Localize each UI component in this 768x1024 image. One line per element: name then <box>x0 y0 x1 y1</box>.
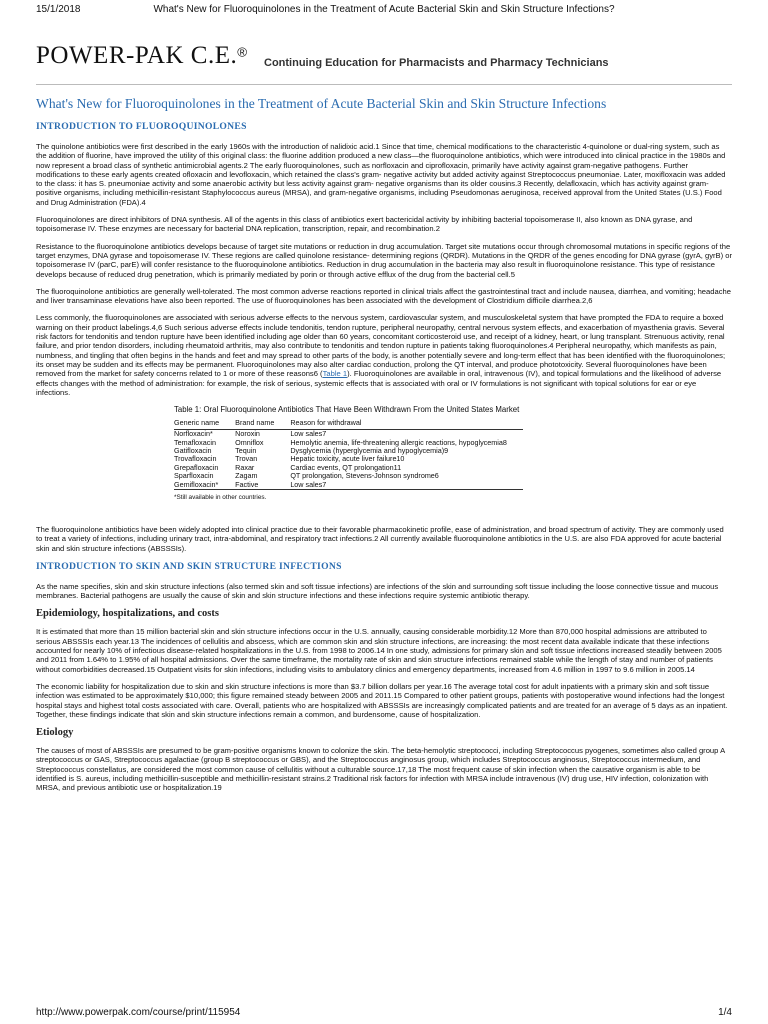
table-cell: Hepatic toxicity, acute liver failure10 <box>290 454 405 464</box>
table-cell: Dysglycemia (hyperglycemia and hypoglycemia)9 <box>290 445 449 455</box>
article <box>36 96 732 801</box>
paragraph <box>36 313 732 397</box>
print-footer <box>36 1007 732 1018</box>
section-heading-fluoroquinolones: INTRODUCTION TO FLUOROQUINOLONES <box>36 121 247 132</box>
print-date: 15/1/2018 <box>36 4 81 15</box>
page-number: 1/4 <box>718 1007 732 1018</box>
table-cell: Gemifloxacin* <box>174 479 219 489</box>
table-cell: Grepafloxacin <box>174 462 219 472</box>
column-header: Brand name <box>235 417 290 430</box>
table-cell: QT prolongation, Stevens-Johnson syndrome6 <box>290 471 439 481</box>
table-caption: Table 1: Oral Fluoroquinolone Antibiotics That Have Been Withdrawn From the United States Market <box>174 405 520 415</box>
paragraph: The fluoroquinolone antibiotics have been widely adopted into clinical practice due to their favorable pharmacokinetic profile, ease of administration, and broad spectrum of activity. They are commonly used to treat a variety of infections, including urinary tract, intra-abdominal, and respiratory tract infections.2 All currently available fluoroquinolone antibiotics in the U.S. are also FDA approved for acute bacterial skin and skin structure infections (ABSSSIs). <box>36 524 724 553</box>
table-cell: Factive <box>235 479 259 489</box>
table-cell: Low sales7 <box>290 429 327 439</box>
brand-tagline: Continuing Education for Pharmacists and Pharmacy Technicians <box>264 57 609 69</box>
table-cell: Tequin <box>235 445 257 455</box>
print-page-title: What's New for Fluoroquinolones in the Treatment of Acute Bacterial Skin and Skin Structure Infections? <box>153 4 615 15</box>
table-cell: Noroxin <box>235 429 260 439</box>
table-cell: Trovan <box>235 454 258 464</box>
table-1-link[interactable]: Table 1 <box>322 369 348 379</box>
table-cell: Trovafloxacin <box>174 454 217 464</box>
table-cell: Gatifloxacin <box>174 445 212 455</box>
article-title: What's New for Fluoroquinolones in the Treatment of Acute Bacterial Skin and Skin Structure Infections <box>36 96 607 111</box>
paragraph: The economic liability for hospitalization due to skin and skin structure infections is more than $3.7 billion dollars per year.16 The average total cost for adult inpatients with a primary skin and soft tissue infection was estimated to be approximately $10,000; this figure remained steady between 2005 and 2011.15 Compared to other patient groups, patients with postoperative wound infections had the longest hospital stays and highest total costs associated with care. Overall, patients who are hospitalized with ABSSSIs are increasingly complicated patients and are treated for an average of 5 days as an inpatient. Together, these findings indicate that skin and skin structure infections remain a common, and burdensome, cause of hospitalization. <box>36 681 728 719</box>
paragraph: The causes of most of ABSSSIs are presumed to be gram-positive organisms known to colonize the skin. The beta-hemolytic streptococci, including Streptococcus pyogenes, sometimes also called group A streptococcus or GAS, Streptococcus agalactiae (group B streptococcus or GBS), and the Streptococcus anginosus group, which includes Streptococcus anginosus, Streptococcus intermedium, and Streptococcus constellatus, are considered the most common cause of cellulitis without a culturable source.17,18 The most frequent cause of skin infection when the causative organism is able to be identified is S. aureus, including methicillin-susceptible and methicillin-resistant strains.2 Traditional risk factors for infection with MRSA include intravenous (IV) drug use, HIV infection, colonization with MRSA, and previous antibiotic use or hospitalization.19 <box>36 746 725 793</box>
paragraph: The fluoroquinolone antibiotics are generally well-tolerated. The most common adverse reactions reported in clinical trials affect the gastrointestinal tract and include nausea, diarrhea, and vomiting; headache and liver transaminase elevations have also been reported. The use of fluoroquinolones has been associated with the development of Clostridium difficile diarrhea.2,6 <box>36 286 731 306</box>
paragraph-text: ). Fluoroquinolones are available in oral, intravenous (IV), and topical formulations and the likelihood of adverse effects changes with the method of administration: for example, the risk of serious, systemic effects that is associated with oral or IV formulations is not significant with topical solutions for ear or eye infections. <box>36 369 722 397</box>
column-header: Reason for withdrawal <box>290 417 523 430</box>
footer-url[interactable]: http://www.powerpak.com/course/print/115954 <box>36 1007 241 1018</box>
table-cell: Low sales7 <box>290 479 327 489</box>
table-cell: Cardiac events, QT prolongation11 <box>290 462 402 472</box>
paragraph: The quinolone antibiotics were first described in the early 1960s with the introduction of nalidixic acid.1 Since that time, chemical modifications to the characteristic 4-quinolone or dual-ring system, such as the addition of fluorine, have improved the utility of this original class: the fluorine addition produced a new class—the fluoroquinolone antibiotics, which were introduced into clinical practice in the 1980s and now represent a broad class of synthetic antimicrobial agents.2 The early fluoroquinolones, such as norfloxacin and ciprofloxacin, primarily have activity against gram-negative pathogens. Further modifications to these early agents created ofloxacin and levofloxacin, which retained the class's gram- negative activity but added activity against Streptococcus pneumoniae. Later, moxifloxacin was added to the class: it has S. pneumoniae activity and some anaerobic activity but less activity against gram- negative organisms than its older cousins.3 Recently, delafloxacin, which has activity against gram- positive organisms, including methicillin-resistant Staphylococcus aureus (MRSA), and gram-negative organisms, including Pseudomonas aeruginosa, received approval from the United States (U.S.) Food and Drug Administration (FDA).4 <box>36 142 726 207</box>
table-row <box>174 481 523 490</box>
registered-mark-icon: ® <box>237 44 248 60</box>
table-cell: Raxar <box>235 462 255 472</box>
brand-logo: POWER-PAK C.E. <box>36 42 238 69</box>
table-cell: Omniflox <box>235 437 264 447</box>
column-header: Generic name <box>174 417 235 430</box>
print-header <box>0 4 768 20</box>
table-cell: Norfloxacin* <box>174 429 213 439</box>
subheading-epidemiology: Epidemiology, hospitalizations, and costs <box>36 608 219 620</box>
section-heading-skin-infections: INTRODUCTION TO SKIN AND SKIN STRUCTURE INFECTIONS <box>36 560 342 572</box>
paragraph: Fluoroquinolones are direct inhibitors of DNA synthesis. All of the agents in this class of antibiotics exert bactericidal activity by inhibiting bacterial topoisomerase II, also known as DNA gyrase, and topoisomerase IV. These enzymes are necessary for bacterial DNA replication, transcription, repair, and recombination.2 <box>36 215 693 234</box>
paragraph: It is estimated that more than 15 million bacterial skin and skin structure infections occur in the U.S. annually, causing considerable morbidity.12 More than 870,000 hospital admissions are attributed to serious ABSSSIs each year.13 The incidences of cellulitis and abscess, which are common skin and skin structure infections, are increasing: the most recent data available indicate that these infections accounted for nearly 10% of infectious disease-related hospitalizations in the U.S. from 1998 to 2006.14 In one study, admissions for primary skin and soft tissue infections increased steadily between 2005 and 2011 from 1.64% to 1.95% of all hospital admissions. Over the same timeframe, the mortality rate of skin and skin structure infections remained stable while the length of stay and number of patients without comorbidities decreased.15 Outpatient visits for skin infections, including visits to ambulatory clinics and emergency departments, increased from 4.6 million in 1997 to 9.6 million in 2005.14 <box>36 627 722 674</box>
table-footnote: *Still available in other countries. <box>174 493 267 501</box>
paragraph: As the name specifies, skin and skin structure infections (also termed skin and soft tissue infections) are infections of the skin and surrounding soft tissue including the loose connective tissue and mucous membranes. Bacterial pathogens are usually the cause of skin and skin structure infections and these infections require systemic antibiotic therapy. <box>36 581 719 601</box>
table-cell: Sparfloxacin <box>174 471 214 481</box>
withdrawn-antibiotics-table <box>174 417 523 490</box>
header-divider <box>36 84 732 85</box>
subheading-etiology: Etiology <box>36 727 74 739</box>
table-cell: Zagam <box>235 471 258 481</box>
paragraph-text: Less commonly, the fluoroquinolones are associated with serious adverse effects to the nervous system, cardiovascular system, and musculoskeletal system that have prompted the FDA to require a boxed warning on their product labelings.4,6 Such serious adverse effects include tendonitis, tendon rupture, peripheral neuropathy, central nervous system effects, and exacerbation of myasthenia gravis. Several risk factors for tendonitis and tendon rupture have been identified including age older than 60 years, concomitant corticosteroid use, and receipt of a kidney, heart, or lung transplant. Strenuous activity, renal failure, and prior tendon disorders, including rheumatoid arthritis, may also contribute to tendonitis and tendon rupture in patients taking fluoroquinolones.4 Peripheral neuropathy, which manifests as pain, numbness, and tingling that often begins in the hands and feet and may spread to other parts of the body, is another potentially severe and long-term effect that has been identified with the fluoroquinolones; its onset may be sudden and its effects may be permanent. Fluoroquinolones may also alter cardiac conduction, prolong the QT interval, and produce phototoxicity. Several fluoroquinolones have been removed from the market for safety concerns related to 1 or more of these reasons6 ( <box>36 313 726 379</box>
paragraph: Resistance to the fluoroquinolone antibiotics develops because of target site mutations or reduction in drug accumulation. Target site mutations occur through chromosomal mutations in specific regions of the target enzymes, DNA gyrase and topoisomerase IV. These regions are called quinolone resistance- determining regions (QRDR). Mutations in the QRDR of the genes encoding for DNA gyrase (gyrA, gyrB) or topoisomerase IV (parC, parE) will confer resistance to the fluoroquinolone antibiotics. Reduction in drug accumulation in the bacteria may also result in fluoroquinolone resistance. This type of resistance develops because of reduced drug penetration, which is primarily mediated by porin or through active efflux of the drug from the bacterial cell.5 <box>36 241 733 279</box>
table-cell: Hemolytic anemia, life-threatening allergic reactions, hypoglycemia8 <box>290 437 507 447</box>
brand-bar <box>36 42 609 72</box>
table-cell: Temafloxacin <box>174 437 216 447</box>
table-row <box>174 472 523 480</box>
